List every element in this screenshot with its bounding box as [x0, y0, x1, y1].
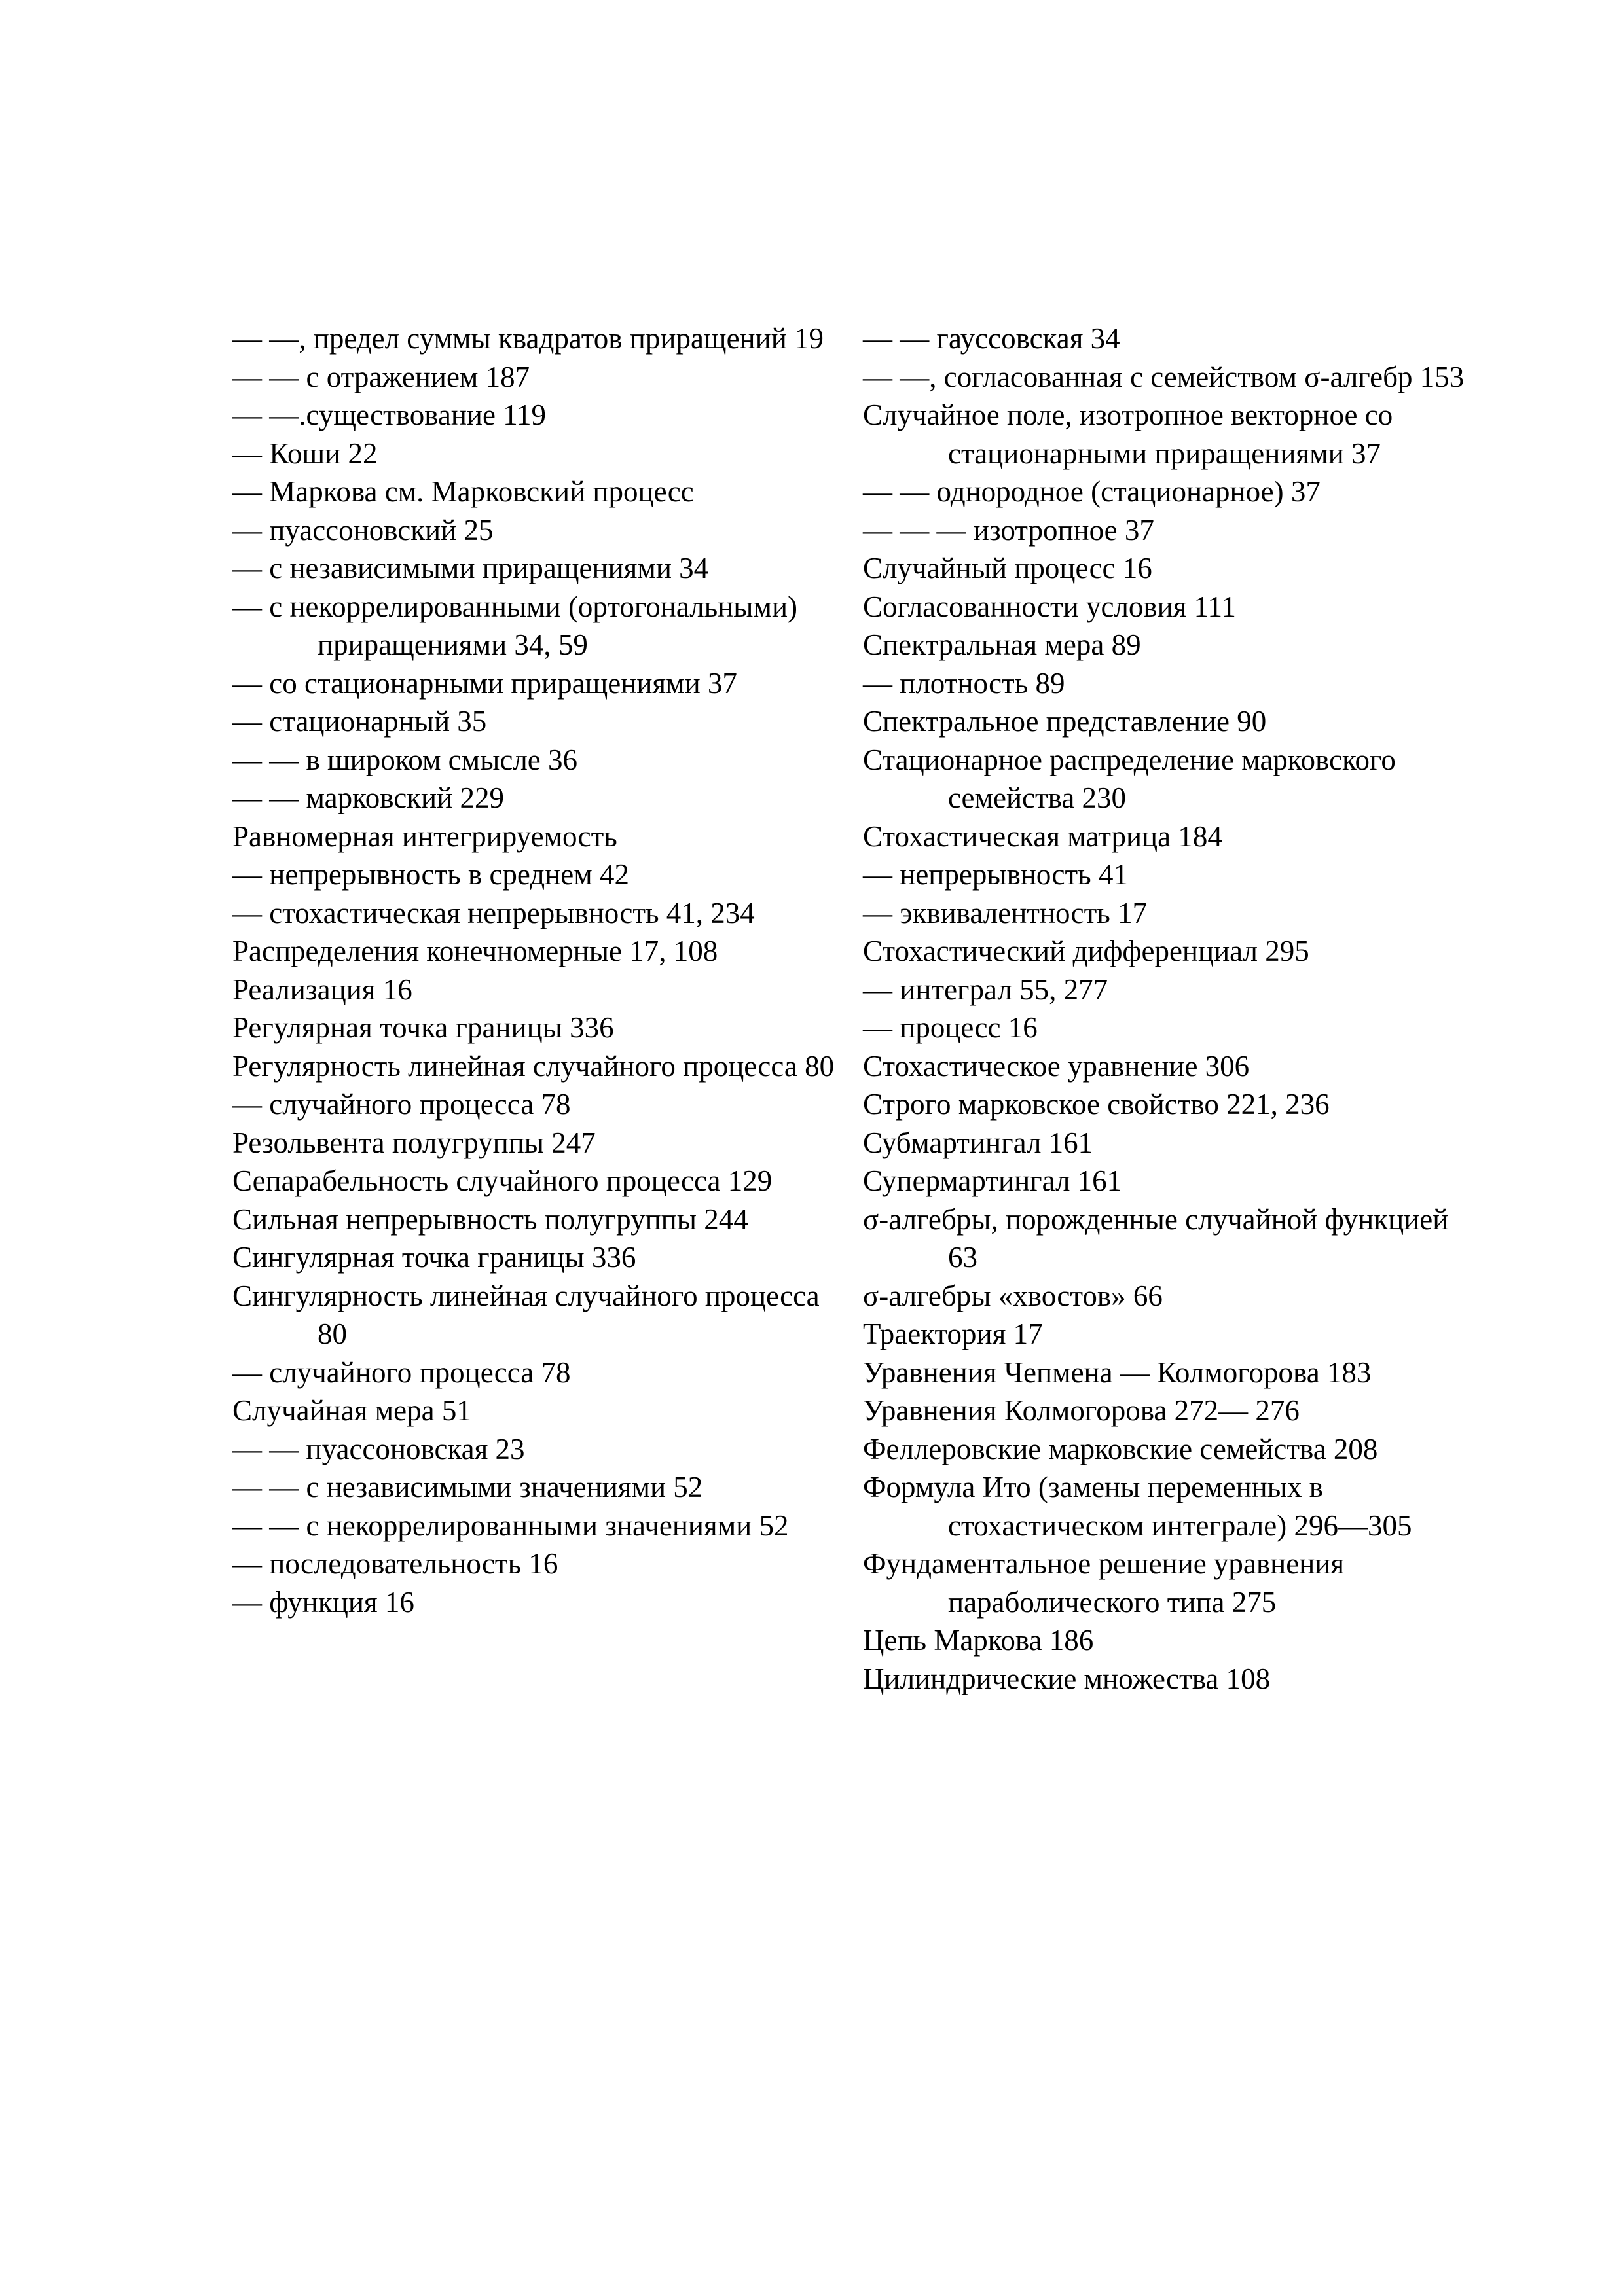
index-entry: — — пуассоновская 23 [232, 1432, 525, 1465]
index-entry: — плотность 89 [863, 666, 1065, 700]
index-entry: Реализация 16 [232, 973, 412, 1006]
index-entry: Феллеровские марковские семейства 208 [863, 1432, 1378, 1465]
index-column-left [232, 319, 848, 1621]
index-entry: Уравнения Чепмена — Колмогорова 183 [863, 1355, 1372, 1389]
index-entry: — интеграл 55, 277 [863, 973, 1108, 1006]
index-entry: σ-алгебры, порожденные случайной функцией 63 [863, 1202, 1449, 1274]
index-column-right [863, 319, 1465, 1698]
index-entry: — процесс 16 [863, 1011, 1038, 1044]
index-entry: Строго марковское свойство 221, 236 [863, 1088, 1330, 1121]
index-entry: — — гауссовская 34 [863, 322, 1120, 355]
index-entry: Субмартингал 161 [863, 1126, 1093, 1159]
index-entry: Супермартингал 161 [863, 1164, 1122, 1197]
index-entry: — Маркова см. Марковский процесс [232, 475, 694, 508]
index-entry: Согласованности условия 111 [863, 590, 1236, 623]
index-entry: Траектория 17 [863, 1318, 1043, 1350]
index-entry: Сильная непрерывность полугруппы 244 [232, 1202, 748, 1236]
index-entry: — случайного процесса 78 [232, 1088, 571, 1121]
index-entry: — —, предел суммы квадратов приращений 19 [232, 322, 824, 355]
index-entry: Случайная мера 51 [232, 1394, 471, 1427]
index-entry: Регулярная точка границы 336 [232, 1011, 614, 1044]
index-entry: Стохастическая матрица 184 [863, 819, 1222, 853]
index-entry: — последовательность 16 [232, 1547, 558, 1580]
index-entry: Распределения конечномерные 17, 108 [232, 935, 718, 967]
index-entry: — стохастическая непрерывность 41, 234 [232, 896, 755, 929]
index-entry: — — марковский 229 [232, 781, 504, 814]
index-entry: Цепь Маркова 186 [863, 1624, 1094, 1657]
index-entry: Фундаментальное решение уравнения параболического типа 275 [863, 1547, 1345, 1619]
index-entry: — непрерывность в среднем 42 [232, 858, 629, 891]
index-entry: — случайного процесса 78 [232, 1355, 571, 1389]
index-entry: Спектральное представление 90 [863, 705, 1267, 738]
index-entry: — эквивалентность 17 [863, 896, 1148, 929]
index-entry: — — — изотропное 37 [863, 513, 1154, 547]
index-entry: Случайное поле, изотропное векторное со стационарными приращениями 37 [863, 399, 1393, 470]
index-entry: Равномерная интегрируемость [232, 819, 617, 853]
index-entry: Спектральная мера 89 [863, 628, 1141, 661]
index-entry: Резольвента полугруппы 247 [232, 1126, 596, 1159]
index-entry: — со стационарными приращениями 37 [232, 666, 737, 700]
index-entry: Стохастический дифференциал 295 [863, 935, 1309, 967]
index-entry: — пуассоновский 25 [232, 513, 494, 547]
index-entry: — функция 16 [232, 1585, 414, 1619]
index-entry: Регулярность линейная случайного процесса 80 [232, 1049, 835, 1083]
index-entry: — — с отражением 187 [232, 360, 530, 393]
index-entry: — с некоррелированными (ортогональными) приращениями 34, 59 [232, 590, 798, 661]
index-entry: — —.существование 119 [232, 399, 547, 431]
index-entry: Сепарабельность случайного процесса 129 [232, 1164, 773, 1197]
index-entry: Цилиндрические множества 108 [863, 1662, 1271, 1695]
index-entry: Сингулярная точка границы 336 [232, 1241, 636, 1274]
index-entry: — с независимыми приращениями 34 [232, 552, 709, 584]
index-entry: Уравнения Колмогорова 272— 276 [863, 1394, 1300, 1427]
index-entry: — — с некоррелированными значениями 52 [232, 1509, 789, 1542]
index-entry: — Коши 22 [232, 437, 378, 470]
index-entry: — — с независимыми значениями 52 [232, 1471, 703, 1503]
index-entry: Стохастическое уравнение 306 [863, 1049, 1250, 1083]
index-entry: — — в широком смысле 36 [232, 743, 578, 776]
index-entry: σ-алгебры «хвостов» 66 [863, 1279, 1163, 1312]
index-entry: Формула Ито (замены переменных в стохастическом интеграле) 296—305 [863, 1471, 1412, 1542]
index-entry: Стационарное распределение марковского семейства 230 [863, 743, 1396, 814]
index-entry: — стационарный 35 [232, 705, 487, 738]
index-entry: — непрерывность 41 [863, 858, 1128, 891]
index-entry: Сингулярность линейная случайного процесса 80 [232, 1279, 820, 1350]
index-entry: Случайный процесс 16 [863, 552, 1152, 584]
index-entry: — —, согласованная с семейством σ-алгебр 153 [863, 360, 1465, 393]
index-entry: — — однородное (стационарное) 37 [863, 475, 1321, 508]
